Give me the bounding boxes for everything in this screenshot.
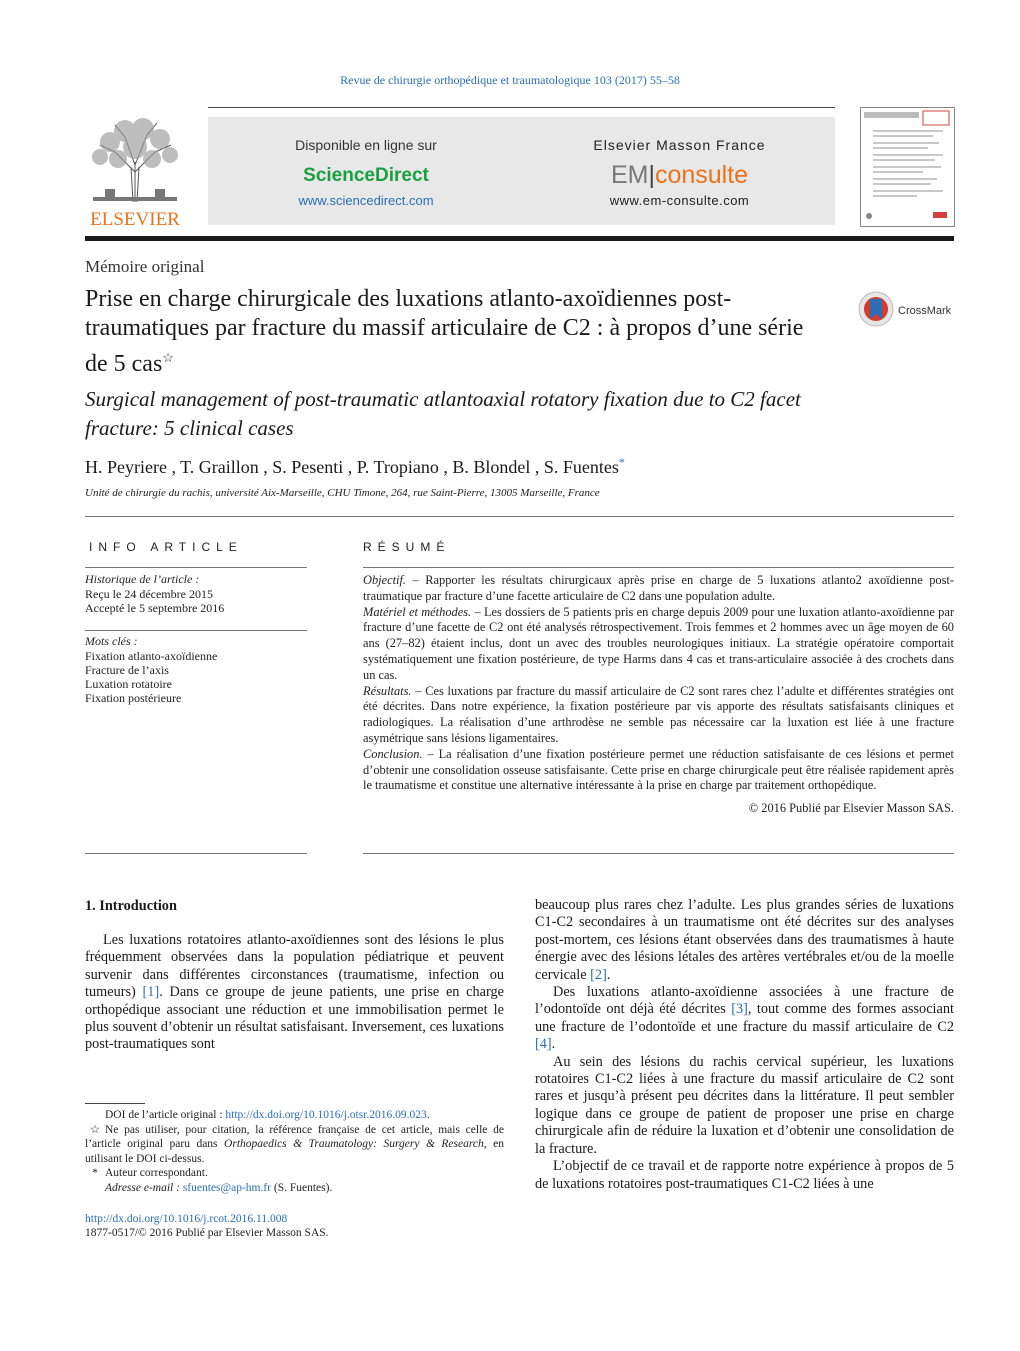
intro-text: beaucoup plus rares chez l’adulte. Les plus grandes séries de luxations C1-C2 secondaires à un traumatisme ont été décrites sur des analyses post-mortem, ces lésions étant observées dans des traumatismes à haute énergie avec des lésions létales des artères vertébrales et/ou de la moelle cervicale — [535, 897, 954, 983]
accepted-date: Accepté le 5 septembre 2016 — [85, 601, 225, 615]
title-fr-text: Prise en charge chirurgicale des luxations atlanto-axoïdiennes post-traumatiques par fracture du massif articulaire de C2 : à propos d’une série de 5 cas — [85, 286, 804, 377]
resume-heading: RÉSUMÉ — [363, 540, 451, 554]
email-link[interactable]: sfuentes@ap-hm.fr — [182, 1181, 272, 1194]
keyword-item[interactable]: Luxation rotatoire — [85, 677, 172, 691]
reference-link[interactable]: [4] — [535, 1036, 552, 1053]
title-star-note[interactable]: ☆ — [162, 350, 174, 365]
objectif-label: Objectif. — [363, 573, 407, 587]
materiel-text: – Les dossiers de 5 patients pris en charge depuis 2009 pour une luxation atlanto-axoïdienne par fracture d’une facette de C2 ont été analysés rétrospectivement. Trois femmes et 2 hommes avec un âge moyen de 60 ans (27–82) étaient inclus, dont un avec des troubles neurologiques initiaux. La stratégie opératoire comportait systématiquement une fixation postérieure, de type Harms dans 4 cas et trans-articulaire associée à des crochets dans un cas. — [363, 604, 954, 682]
article-doi — [85, 1212, 287, 1227]
intro-text: . — [551, 1036, 556, 1053]
intro-text: . — [606, 966, 611, 983]
abstract-resultats — [363, 684, 954, 747]
info-rule-1 — [85, 567, 307, 568]
doi-footnote — [85, 1108, 504, 1123]
star-note-text: Ne pas utiliser, pour citation, la référence française de cet article, mais celle de l’article original paru dans — [85, 1123, 504, 1150]
authors-text: H. Peyriere , T. Graillon , S. Pesenti , P. Tropiano , B. Blondel , S. Fuentes — [85, 457, 619, 477]
email-footnote — [85, 1181, 504, 1196]
article-title-en: Surgical management of post-traumatic atlantoaxial rotatory fixation due to C2 facet fracture: 5 clinical cases — [85, 387, 801, 440]
footnote-rule — [85, 1103, 145, 1104]
header-rule — [208, 107, 835, 108]
doi-end: . — [426, 1109, 430, 1121]
sciencedirect-logo[interactable]: ScienceDirect — [303, 165, 429, 186]
asterisk-mark: * — [92, 1167, 98, 1179]
original-journal-name: Orthopaedics & Traumatology: Surgery & Research — [224, 1138, 484, 1150]
reference-link[interactable]: [3] — [731, 1001, 748, 1018]
title-divider — [85, 516, 954, 517]
reference-link[interactable]: [2] — [590, 966, 607, 983]
email-owner: (S. Fuentes). — [271, 1181, 333, 1194]
conclusion-text: – La réalisation d’une fixation postérieure permet une réduction satisfaisante de ces lésions et permet d’obtenir une consolidation osseuse satisfaisante. Cette prise en charge chirurgicale peut être réalisée rapidement après le traumatisme et constitue une alternative intéressante à la prise en charge par traitement orthopédique. — [363, 746, 954, 793]
footnotes — [85, 1108, 504, 1195]
abstract-conclusion — [363, 747, 954, 794]
reference-link[interactable]: [1] — [142, 984, 160, 1001]
available-online-label: Disponible en ligne sur — [295, 137, 437, 153]
intro-text: , tout comme des formes associant une fracture de l’odontoïde et une fracture du massif articulaire de C2 — [535, 1001, 954, 1035]
journal-citation[interactable]: Revue de chirurgie orthopédique et traumatologique 103 (2017) 55–58 — [340, 73, 680, 87]
star-note-text: , en utilisant le DOI ci-dessus. — [85, 1138, 504, 1165]
intro-text: Les luxations rotatoires atlanto-axoïdiennes sont des lésions le plus fréquemment observées dans la population pédiatrique et peuvent survenir dans différentes circonstances (traumatisme, infection ou tumeurs) — [85, 932, 504, 1001]
info-rule-2 — [85, 630, 307, 631]
email-label: Adresse e-mail : — [105, 1181, 183, 1194]
author-list — [85, 455, 625, 478]
sciencedirect-link[interactable]: www.sciencedirect.com — [298, 193, 434, 208]
cover-image — [861, 108, 954, 226]
objectif-text: – Rapporter les résultats chirurgicaux après prise en charge de 5 luxations atlanto2 axoïdienne post-traumatique par fracture d’une facette articulaire de C2 dans une population adulte. — [363, 573, 954, 603]
elsevier-wordmark: ELSEVIER — [90, 209, 180, 229]
info-article-heading: INFO ARTICLE — [89, 540, 243, 554]
corresponding-label: Auteur correspondant. — [105, 1167, 208, 1179]
intro-text: Des luxations atlanto-axoïdienne associées à une fracture de l’odontoïde ont déjà été décrites — [535, 984, 954, 1018]
intro-paragraph-2 — [535, 984, 954, 1054]
resultats-label: Résultats. — [363, 683, 412, 698]
em-logo-part: EM — [610, 161, 649, 189]
resume-bottom-rule — [363, 853, 954, 854]
article-type: Mémoire original — [85, 257, 205, 276]
original-doi-link[interactable]: http://dx.doi.org/10.1016/j.otsr.2016.09.023 — [225, 1109, 427, 1121]
star-mark: ☆ — [89, 1123, 101, 1136]
journal-cover-thumbnail[interactable] — [860, 107, 955, 227]
keyword-item[interactable]: Fixation atlanto-axoïdienne — [85, 649, 218, 663]
em-consulte-link[interactable]: www.em-consulte.com — [609, 193, 750, 208]
keyword-item[interactable]: Fracture de l’axis — [85, 663, 169, 677]
issn-copyright: 1877-0517/© 2016 Publié par Elsevier Masson SAS. — [85, 1227, 329, 1239]
article-title-fr — [85, 285, 830, 379]
crossmark-icon — [858, 291, 958, 331]
elsevier-logo — [85, 117, 185, 227]
abstract-objectif — [363, 573, 954, 605]
crossmark-label: CrossMark — [898, 305, 952, 317]
intro-paragraph-3: Au sein des lésions du rachis cervical supérieur, les luxations rotatoires C1-C2 liées à une fracture du massif articulaire de C2 sont rares et jusqu’à présent peu décrites dans la littérature. Il peut sembler logique dans ce groupe de patient de proposer une prise en charge chirurgicale afin de réduire la luxation et d’obtenir une consolidation de la fracture. — [535, 1053, 954, 1157]
body-left-column — [85, 932, 504, 1054]
star-footnote — [85, 1123, 504, 1167]
abstract-copyright: © 2016 Publié par Elsevier Masson SAS. — [748, 801, 954, 816]
abstract — [363, 573, 954, 817]
abstract-materiel — [363, 605, 954, 684]
corresponding-author-mark[interactable]: * — [618, 455, 625, 469]
intro-paragraph-continued — [535, 897, 954, 984]
affiliation: Unité de chirurgie du rachis, université Aix-Marseille, CHU Timone, 264, rue Saint-Pierre, 13005 Marseille, France — [85, 487, 600, 499]
elsevier-tree-icon — [85, 117, 185, 229]
header-thick-rule — [85, 236, 954, 241]
history-label: Historique de l’article : — [85, 572, 200, 586]
consulte-logo-part: consulte — [654, 161, 749, 189]
availability-banner — [208, 117, 835, 225]
corresponding-footnote — [85, 1166, 504, 1181]
body-right-column — [535, 897, 954, 1193]
intro-text: . Dans ce groupe de jeune patients, une prise en charge orthopédique associant une réduction et une immobilisation permet le plus souvent d’obtenir un résultat satisfaisant. Inversement, ces luxations post-traumatiques sont — [85, 984, 504, 1053]
elsevier-masson-label: Elsevier Masson France — [593, 137, 766, 153]
info-bottom-rule — [85, 853, 307, 854]
crossmark-badge[interactable] — [858, 291, 958, 331]
keyword-item[interactable]: Fixation postérieure — [85, 691, 182, 705]
section-heading-introduction: 1. Introduction — [85, 898, 177, 914]
article-doi-link[interactable]: http://dx.doi.org/10.1016/j.rcot.2016.11.008 — [85, 1213, 288, 1225]
resultats-text: – Ces luxations par fracture du massif articulaire de C2 sont rares chez l’adulte et différentes stratégies ont été décrites. Dans notre expérience, la fixation postérieure par vis apporte des résultats satisfaisants cliniques et radiologiques. La réalisation d’une arthrodèse ne semble pas nécessaire car la luxation est liée à une fracture asymétrique sans lésions ligamentaires. — [363, 683, 954, 745]
em-consulte-logo[interactable]: EM|consulte — [610, 161, 749, 189]
conclusion-label: Conclusion. — [363, 746, 423, 761]
resume-rule — [363, 567, 954, 568]
intro-paragraph-1 — [85, 932, 504, 1054]
doi-label: DOI de l’article original : — [105, 1109, 226, 1121]
keywords-label: Mots clés : — [85, 634, 138, 648]
received-date: Reçu le 24 décembre 2015 — [85, 587, 213, 601]
materiel-label: Matériel et méthodes. — [363, 604, 472, 619]
intro-paragraph-4: L’objectif de ce travail et de rapporte notre expérience à propos de 5 de luxations rotatoires post-traumatiques C1-C2 liées à une — [535, 1158, 954, 1192]
